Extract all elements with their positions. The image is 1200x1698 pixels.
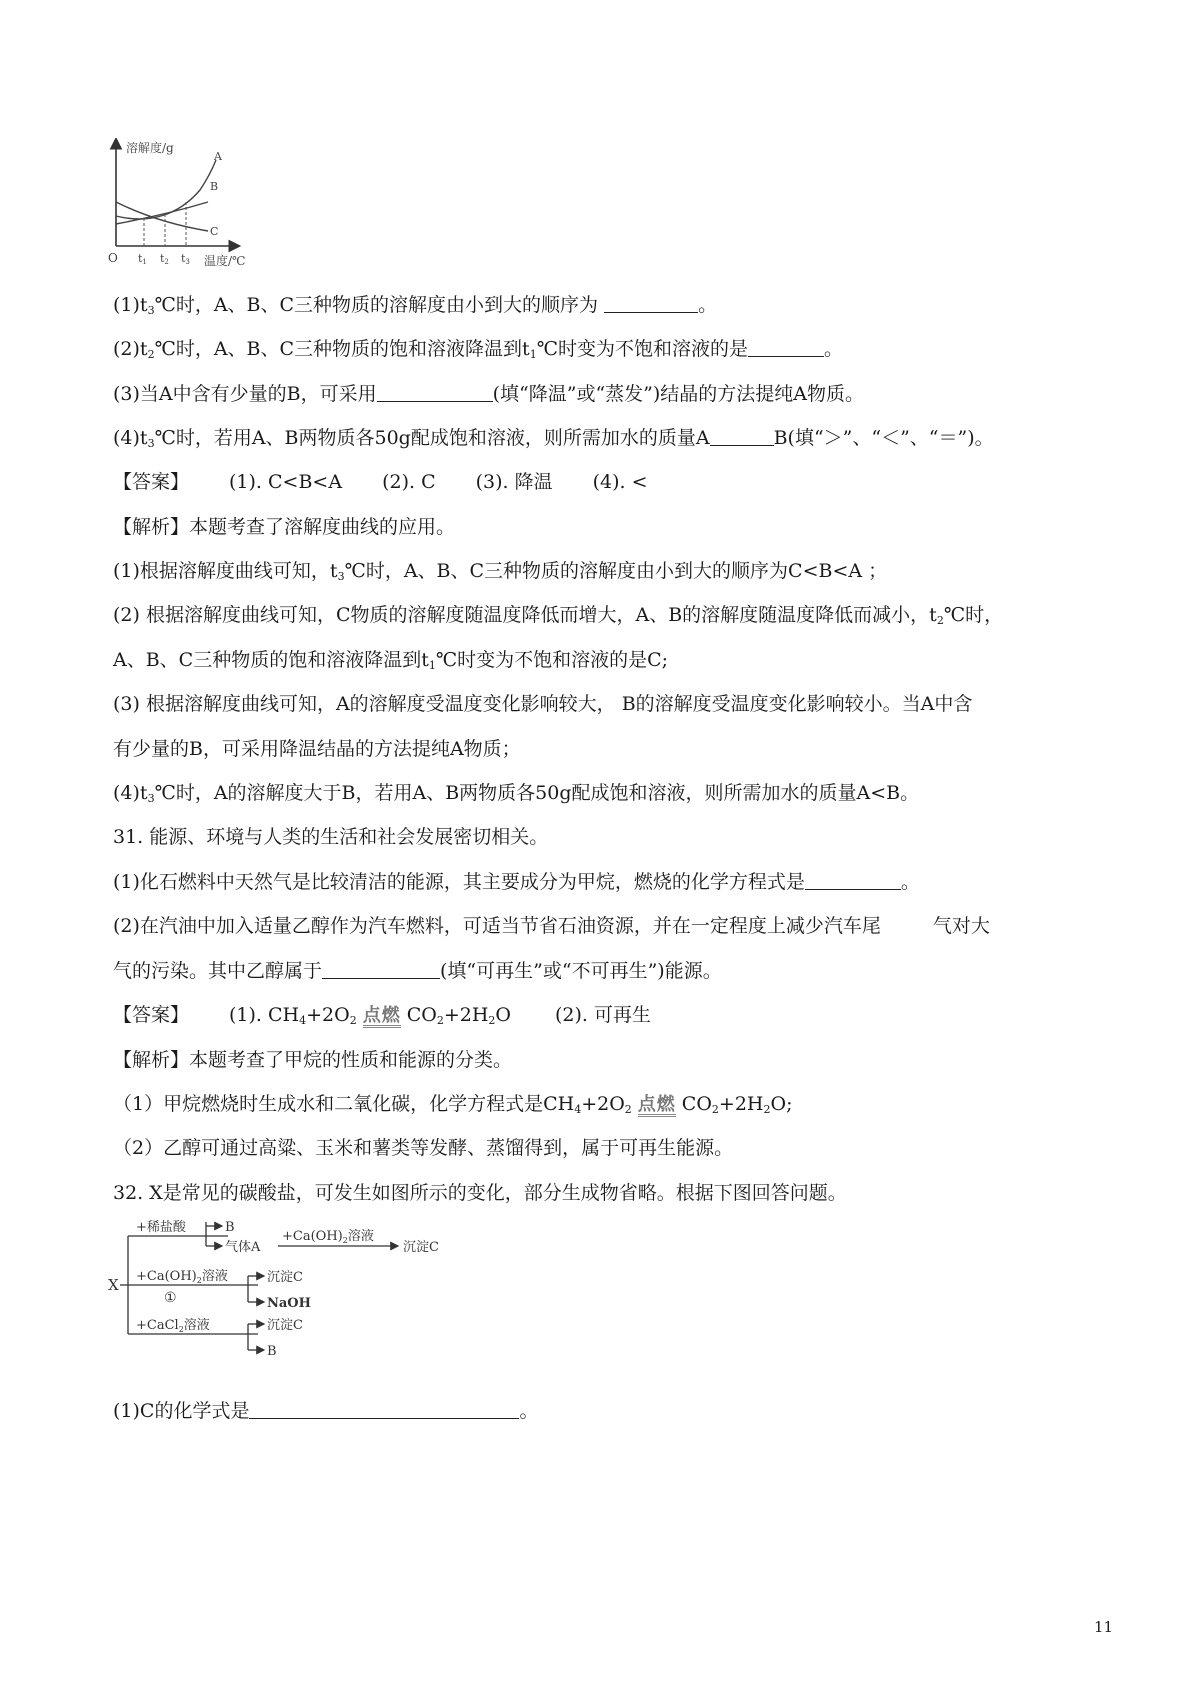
q31-part1-blank[interactable] [805, 871, 901, 890]
q30-analysis-2b: A、B、C三种物质的饱和溶液降温到$t_1℃$时变为不饱和溶液的是C; [113, 649, 669, 672]
product-precipitate-c-2: 沉淀C [267, 1270, 303, 1285]
q30-part4: $(4)t_3℃$时，若用A、B两物质各50g配成饱和溶液，则所需加水的质量A B(填“＞”、“＜”、“＝”)。 [113, 427, 994, 450]
q31-part1: (1)化石燃料中天然气是比较清洁的能源，其主要成分为甲烷，燃烧的化学方程式是 。 [113, 871, 920, 893]
tick-t2: t2 [160, 252, 169, 266]
ignition-condition: 点燃 [637, 1094, 676, 1115]
q30-part4-blank[interactable] [710, 427, 774, 446]
q30-part2: $(2)t_2℃$时，A、B、C三种物质的饱和溶液降温到$t_1℃$时变为不饱和溶液的是 。 [113, 338, 843, 361]
reaction-mark-1: ① [164, 1290, 177, 1306]
q32-stem: 32. X是常见的碳酸盐，可发生如图所示的变化，部分生成物省略。根据下图回答问题。 [113, 1182, 847, 1204]
q30-part1: $(1)t_3℃$时，A、B、C三种物质的溶解度由小到大的顺序为 。 [113, 294, 718, 317]
product-b-2: B [267, 1344, 277, 1359]
x-axis-label: 温度/℃ [204, 254, 246, 268]
curve-c-label: C [210, 225, 219, 238]
q30-part3: (3)当A中含有少量的B，可采用 (填“降温”或“蒸发”)结晶的方法提纯A物质。 [113, 383, 865, 405]
x-label: X [108, 1276, 119, 1294]
reaction-flow-diagram [108, 1220, 488, 1385]
curve-a [116, 160, 219, 219]
q30-analysis-3b: 有少量的B，可采用降温结晶的方法提纯A物质； [113, 738, 521, 760]
q31-part2b: 气的污染。其中乙醇属于 (填“可再生”或“不可再生”)能源。 [113, 960, 722, 982]
reagent-caoh2-arrow: $+Ca(OH)_2$溶液 [282, 1229, 374, 1245]
q31-answer: 【答案】 (1). $CH_4+2O_2$ 点燃 $CO_2+2H_2O$ (2). 可再生 [113, 1004, 651, 1027]
q31-part2a: (2)在汽油中加入适量乙醇作为汽车燃料，可适当节省石油资源，并在一定程度上减少汽车尾 气对大 [113, 915, 990, 937]
ignition-condition: 点燃 [362, 1005, 401, 1026]
q31-analysis-title: 【解析】本题考查了甲烷的性质和能源的分类。 [113, 1049, 513, 1071]
q30-part2-blank[interactable] [748, 338, 824, 357]
product-naoh: NaOH [267, 1296, 311, 1311]
q31-part2-blank[interactable] [322, 960, 440, 979]
q32-part1: (1)C的化学式是 。 [113, 1400, 539, 1422]
q30-analysis-3a: (3) 根据溶解度曲线可知，A的溶解度受温度变化影响较大， B的溶解度受温度变化影响较小。当A中含 [113, 693, 973, 715]
product-b-1: B [225, 1220, 235, 1235]
reagent-cacl2: +CaCl$_2$溶液 [136, 1318, 210, 1334]
reagent-hcl: +稀盐酸 [136, 1220, 186, 1235]
product-gas-a: 气体A [225, 1240, 261, 1255]
curve-b-label: B [210, 180, 219, 193]
q30-analysis-title: 【解析】本题考查了溶解度曲线的应用。 [113, 516, 456, 538]
tick-t3: t3 [181, 252, 190, 266]
tick-t1: t1 [138, 252, 147, 266]
product-precipitate-c-3: 沉淀C [267, 1318, 303, 1333]
curve-a-label: A [214, 150, 222, 163]
q30-answer: 【答案】 (1). C<B<A (2). C (3). 降温 (4). < [113, 471, 648, 493]
y-axis-label: 溶解度/g [126, 141, 174, 155]
q30-analysis-1: (1)根据溶解度曲线可知，$t_3℃$时，A、B、C三种物质的溶解度由小到大的顺序为C<B<A ； [113, 560, 888, 583]
q31-analysis-2: （2）乙醇可通过高粱、玉米和薯类等发酵、蒸馏得到，属于可再生能源。 [113, 1137, 734, 1159]
q30-part1-blank[interactable] [604, 294, 698, 313]
q30-part3-blank[interactable] [377, 383, 493, 402]
reagent-caoh2: $+Ca(OH)_2$溶液 [136, 1269, 228, 1285]
q30-analysis-4: $(4)t_3℃$时，A的溶解度大于B，若用A、B两物质各50g配成饱和溶液，则所需加水的质量A<B。 [113, 782, 920, 805]
q32-part1-blank[interactable] [249, 1400, 519, 1419]
q31-stem: 31. 能源、环境与人类的生活和社会发展密切相关。 [113, 826, 549, 848]
origin-label: O [108, 251, 118, 265]
page-number: 11 [1094, 1618, 1114, 1636]
q30-analysis-2a: (2) 根据溶解度曲线可知，C物质的溶解度随温度降低而增大，A、B的溶解度随温度降低而减小，$t_2℃$时， [113, 604, 1004, 627]
q31-analysis-1: （1）甲烷燃烧时生成水和二氧化碳，化学方程式是$CH_4+2O_2$ 点燃 $CO_2+2H_2O$; [113, 1093, 793, 1116]
solubility-curve-figure [108, 138, 278, 273]
product-precipitate-c-1: 沉淀C [403, 1240, 439, 1255]
